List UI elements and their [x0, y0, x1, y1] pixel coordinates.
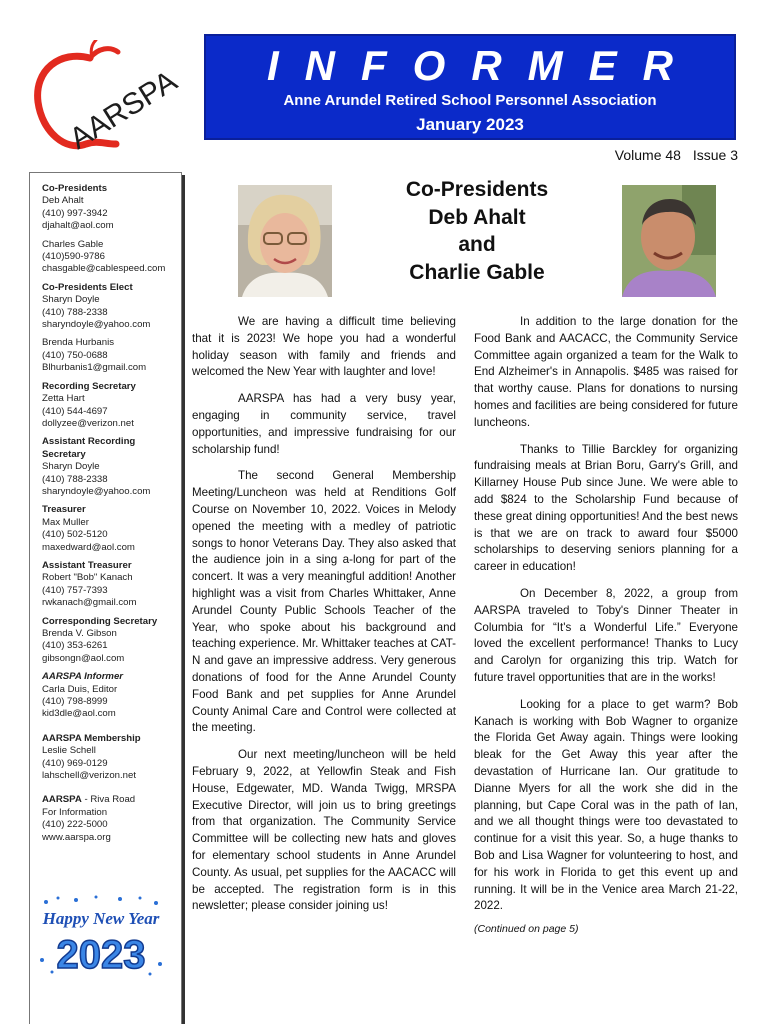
- directory-entry: [42, 337, 176, 374]
- directory-entry: [42, 381, 176, 431]
- directory-line: (410) 997-3942: [42, 207, 108, 219]
- directory-line: Carla Duis, Editor: [42, 683, 118, 695]
- directory-line: www.aarspa.org: [42, 831, 111, 843]
- directory-line: (410) 969-0129: [42, 757, 108, 769]
- directory-line: chasgable@cablespeed.com: [42, 263, 166, 275]
- directory-line: Robert "Bob" Kanach: [42, 572, 133, 584]
- directory-line: Brenda V. Gibson: [42, 628, 117, 639]
- directory-line: Leslie Schell: [42, 745, 96, 757]
- year-2023-text: 2023: [56, 933, 146, 977]
- headline-line: and: [458, 233, 496, 256]
- directory-line: (410) 757-7393: [42, 584, 108, 596]
- directory-line: (410) 750-0688: [42, 349, 108, 361]
- article-paragraph: AARSPA has had a very busy year, engaging in community service, travel opportunities, and impressive fundraising for our scholarship fund!: [192, 392, 456, 456]
- logo-text: AARSPA: [63, 64, 183, 156]
- directory-entry: [42, 282, 176, 332]
- directory-line: rwkanach@gmail.com: [42, 597, 137, 609]
- article-column-left: [192, 314, 456, 925]
- apple-icon: [20, 40, 190, 160]
- directory-heading: Recording Secretary: [42, 380, 136, 392]
- directory-line: sharyndoyle@yahoo.com: [42, 319, 151, 331]
- directory-line: (410) 222-5000: [42, 819, 108, 831]
- volume-number: Volume 48: [614, 147, 681, 163]
- directory-heading: Assistant Treasurer: [42, 559, 132, 571]
- article-headline: [372, 176, 582, 286]
- directory-line: For Information: [42, 806, 108, 818]
- charlie-gable-photo: [622, 185, 716, 297]
- directory-line: (410) 788-2338: [42, 473, 108, 485]
- volume-issue: [615, 147, 738, 163]
- article-paragraph: Looking for a place to get warm? Bob Kanach is working with Bob Wagner to organize the Florida Get Away again. Things were looking bleak for the Get Away this year after the devastation of Hurricane Ian. Our gratitude to Dianne Myers for all the work she did in the planning, but Cape Coral was in the path of Ian, and we all thought things were too devastated to continue for a visit this year. So, a huge thanks to Bob and Lisa Wagner for volunteering to host, and for his work in Florida to get this event up and running. It will be in the Venice area March 21-22, 2022.: [474, 697, 738, 913]
- directory-line: Zetta Hart: [42, 393, 85, 405]
- article-paragraph: Thanks to Tillie Barckley for organizing fundraising meals at Brian Boru, Garry's Grill, and Killarney House Pub since June. We were able to add $824 to the Scholarship Fund because of these great dining opportunities! And the best news is that we are on track to award four $5000 scholarships to deserving seniors planning for a career in education!: [474, 442, 738, 574]
- directory-line: gibsongn@aol.com: [42, 652, 125, 664]
- article-paragraph: We are having a difficult time believing that it is 2023! We hope you had a wonderful holiday season with family and friends and welcomed the New Year with laughter and love!: [192, 315, 456, 379]
- directory-line: Sharyn Doyle: [42, 294, 100, 306]
- headline-line: Charlie Gable: [409, 260, 545, 284]
- article-column-right: [474, 314, 738, 948]
- headline-line: Deb Ahalt: [428, 205, 526, 229]
- directory-heading: Assistant Recording Secretary: [42, 436, 136, 460]
- directory-line: Blhurbanis1@gmail.com: [42, 362, 147, 374]
- directory-heading: Co-Presidents: [42, 183, 108, 194]
- directory-entry: [42, 671, 176, 721]
- directory-entry: [42, 239, 176, 276]
- directory-entry: [42, 504, 176, 554]
- article-paragraph: Our next meeting/luncheon will be held February 9, 2022, at Yellowfin Steak and Fish House, Edgewater, MD. Wanda Twigg, MRSPA Executive Director, will join us to bring greetings from that organization. The Community Service Committee will be collecting new hats and gloves for elementary school students in Anne Arundel County. As usual, pet supplies for the AACACC will be accepted. The registration form is in this newsletter; please consider joining us!: [192, 748, 456, 913]
- directory-line: kid3dle@aol.com: [42, 708, 116, 720]
- directory-line: Deb Ahalt: [42, 195, 84, 207]
- directory-line: (410) 544-4697: [42, 405, 108, 417]
- directory-entry: [42, 794, 176, 844]
- directory-heading: AARSPA Membership: [42, 732, 141, 744]
- directory-line: dollyzee@verizon.net: [42, 417, 134, 429]
- directory-entry: [42, 733, 176, 783]
- directory-line: (410) 353-6261: [42, 640, 108, 652]
- directory-entry: [42, 183, 176, 233]
- directory-heading: Treasurer: [42, 504, 86, 516]
- directory-line: (410) 788-2338: [42, 306, 108, 318]
- directory-heading: AARSPA Informer: [42, 671, 124, 683]
- continued-note: (Continued on page 5): [474, 923, 579, 936]
- directory-entry: [42, 560, 176, 610]
- directory-line: (410)590-9786: [42, 251, 105, 263]
- newsletter-title: INFORMER: [267, 42, 699, 89]
- article-paragraph: On December 8, 2022, a group from AARSPA traveled to Toby's Dinner Theater in Columbia for “It's a Wonderful Life.” Everyone loved the excellent performance! Thanks to Lucy and Carolyn for organizing this trip. Watch for future travel opportunities that are in the works!: [474, 586, 738, 684]
- directory-line: lahschell@verizon.net: [42, 770, 136, 782]
- headline-line: Co-Presidents: [405, 178, 549, 201]
- article-paragraph: The second General Membership Meeting/Luncheon was held at Renditions Golf Course on November 10, 2022. Voices in Melody opened the meeting with a medley of patriotic songs to honor Veterans Day. They also asked that the audience join in a sing a-long for part of the concert. It was a very meaningful addition! Another highlight was a visit from Charles Whittaker, Anne Arundel County Public Schools Teacher of the Year, who spoke about his background and teaching experience. Mr. Whittaker teaches at CAT-N and gave an impressive address. Very generous donations of food for the Anne Arundel County Food Bank and pet supplies for Anne Arundel County Animal Care and Control were collected at the meeting.: [192, 469, 456, 735]
- directory-line: maxedward@aol.com: [42, 541, 135, 553]
- directory-line: Charles Gable: [42, 238, 104, 250]
- article-paragraph: In addition to the large donation for the Food Bank and AACACC, the Community Service Committee again organized a team for the Walk to End Alzheimer's in Annapolis. $485 was raised for that worthy cause. Plans for donations to nursing homes and facilities are being considered for future luncheons.: [474, 315, 738, 429]
- directory-heading-suffix: - Riva Road: [81, 794, 136, 806]
- issue-date: January 2023: [416, 115, 524, 134]
- issue-number: Issue 3: [692, 147, 738, 163]
- directory-heading: Co-Presidents Elect: [42, 281, 133, 293]
- deb-ahalt-photo: [238, 185, 332, 297]
- directory-heading: AARSPA - Riva Road: [42, 794, 136, 806]
- happy-new-year-graphic: [36, 894, 166, 978]
- masthead: [204, 34, 736, 140]
- directory-line: (410) 798-8999: [42, 696, 108, 708]
- directory-entry: [42, 616, 176, 666]
- directory-line: Max Muller: [42, 516, 89, 528]
- directory-heading: Corresponding Secretary: [42, 615, 158, 627]
- happy-new-year-text: Happy New Year: [42, 909, 160, 928]
- organization-name: Anne Arundel Retired School Personnel Association: [283, 92, 657, 109]
- directory-line: djahalt@aol.com: [42, 220, 114, 232]
- directory-entry: [42, 436, 176, 498]
- directory-line: Brenda Hurbanis: [42, 337, 114, 349]
- directory-line: (410) 502-5120: [42, 529, 108, 541]
- aarspa-logo: [20, 40, 190, 160]
- directory-line: sharyndoyle@yahoo.com: [42, 485, 151, 497]
- directory-line: Sharyn Doyle: [42, 461, 100, 473]
